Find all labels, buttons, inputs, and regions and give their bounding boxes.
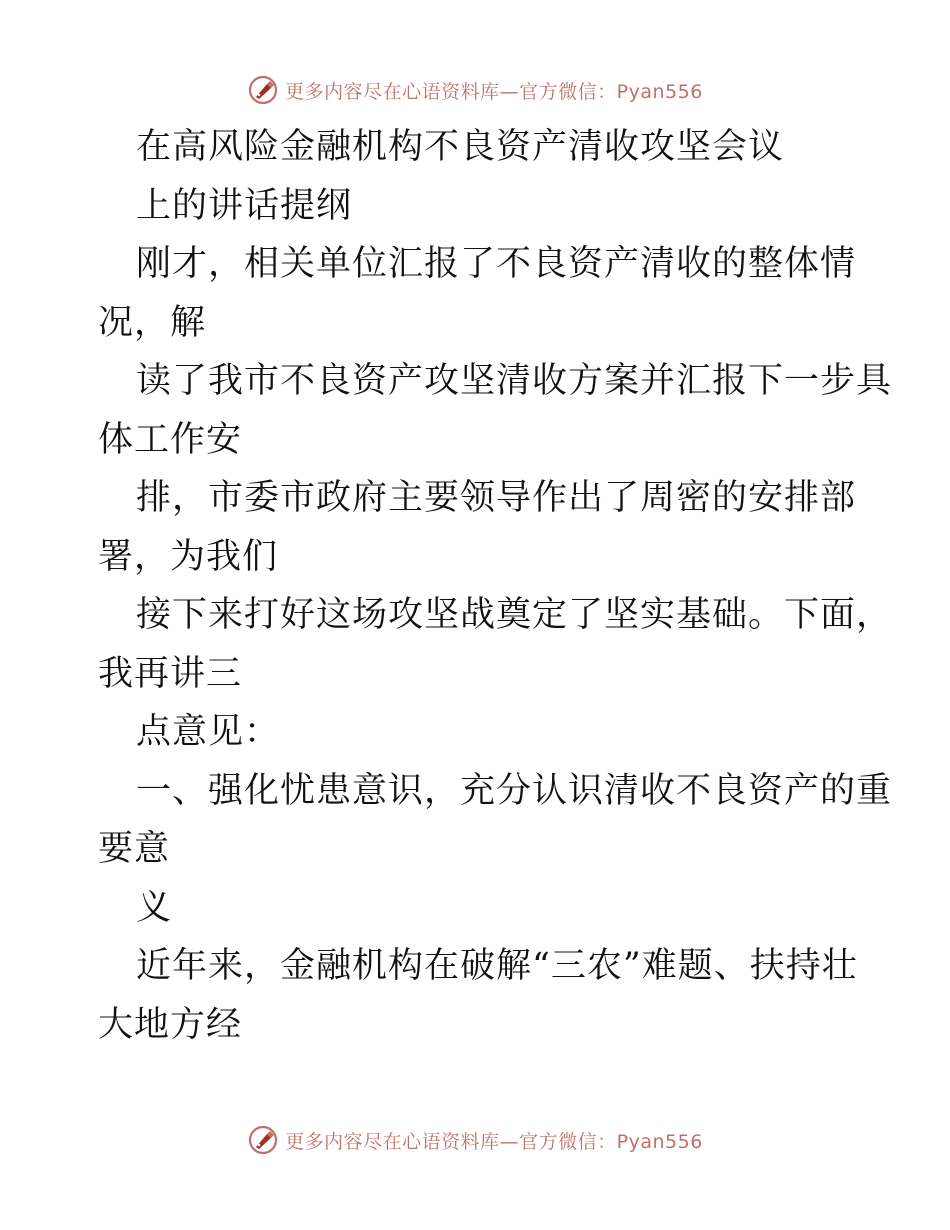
- section-heading-line: 要意: [98, 829, 171, 869]
- title-line-2: 上的讲话提纲: [136, 185, 353, 226]
- paragraph-line: 读了我市不良资产攻坚清收方案并汇报下一步具: [136, 361, 893, 401]
- section-heading-line: 一、强化忧患意识，充分认识清收不良资产的重: [136, 770, 893, 811]
- paragraph-line: 点意见：: [136, 712, 281, 752]
- paragraph-line: 刚才，相关单位汇报了不良资产清收的整体情: [136, 244, 857, 284]
- paragraph-line: 况，解: [98, 302, 207, 343]
- section-heading-line: 义: [136, 887, 173, 928]
- header-banner-text: 更多内容尽在心语资料库—官方微信：Pyan556: [285, 80, 703, 103]
- paragraph-line: 署，为我们: [98, 536, 279, 577]
- paragraph-line: 大地方经: [98, 1004, 243, 1045]
- header-banner: [0, 70, 950, 110]
- paragraph-line: 体工作安: [98, 419, 243, 460]
- paragraph-line: 我再讲三: [98, 653, 243, 694]
- paragraph-line: 近年来，金融机构在破解“三农”难题、扶持壮: [136, 946, 858, 986]
- paragraph-line: 排，市委市政府主要领导作出了周密的安排部: [136, 478, 857, 518]
- fountain-pen-logo-icon: [247, 74, 279, 106]
- footer-banner-text: 更多内容尽在心语资料库—官方微信：Pyan556: [285, 1130, 703, 1153]
- document-body: [98, 118, 893, 1054]
- footer-banner: [0, 1120, 950, 1160]
- paragraph-line: 接下来打好这场攻坚战奠定了坚实基础。下面，: [136, 595, 893, 635]
- title-line-1: 在高风险金融机构不良资产清收攻坚会议: [136, 127, 785, 167]
- fountain-pen-logo-icon: [247, 1124, 279, 1156]
